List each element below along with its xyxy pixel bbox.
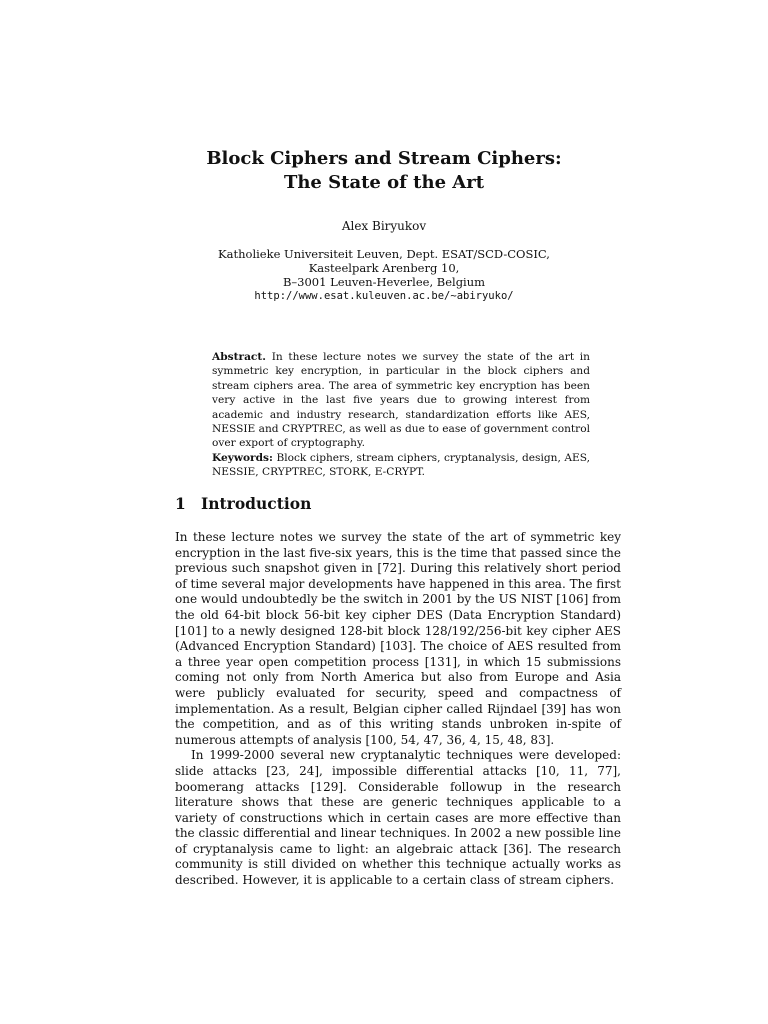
body-paragraph-2: In 1999-2000 several new cryptanalytic techniques were developed: slide attacks [23, 24], impossible differential attacks [10, 11, 77], boomerang attacks [129]. Considerable followup in the research literature shows that these are generic techniques applicable to a variety of constructions which in certain cases are more effective than the classic differential and linear techniques. In 2002 a new possible line of cryptanalysis came to light: an algebraic attack [36]. The research community is still divided on whether this technique actually works as described. However, it is applicable to a certain class of stream ciphers.	[175, 748, 621, 888]
affiliation-line-2: Kasteelpark Arenberg 10,	[308, 261, 460, 275]
affiliation-block	[0, 247, 768, 303]
body-paragraph-1: In these lecture notes we survey the state of the art of symmetric key encryption in the last five-six years, this is the time that passed since the previous such snapshot given in [72]. During this relatively short period of time several major developments have happened in this area. The first one would undoubtedly be the switch in 2001 by the US NIST [106] from the old 64-bit block 56-bit key cipher DES (Data Encryption Standard) [101] to a newly designed 128-bit block 128/192/256-bit key cipher AES (Advanced Encryption Standard) [103]. The choice of AES resulted from a three year open competition process [131], in which 15 submissions coming not only from North America but also from Europe and Asia were publicly evaluated for security, speed and compactness of implementation. As a result, Belgian cipher called Rijndael [39] has won the competition, and as of this writing stands unbroken in-spite of numerous attempts of analysis [100, 54, 47, 36, 4, 15, 48, 83].	[175, 530, 621, 747]
section-body	[175, 530, 621, 889]
affiliation-line-1: Katholieke Universiteit Leuven, Dept. ESAT/SCD-COSIC,	[218, 247, 550, 261]
author-name: Alex Biryukov	[341, 219, 427, 233]
abstract-text: In these lecture notes we survey the state of the art in symmetric key encryption, in particular in the block ciphers and stream ciphers area. The area of symmetric key encryption has been very active in the last five years due to growing interest from academic and industry research, standardization efforts like AES, NESSIE and CRYPTREC, as well as due to ease of government control over export of cryptography.	[212, 351, 590, 450]
paper-title	[0, 147, 768, 195]
affiliation-line-3: B–3001 Leuven-Heverlee, Belgium	[282, 275, 486, 289]
abstract-label: Abstract.	[212, 351, 266, 363]
author-url: http://www.esat.kuleuven.ac.be/~abiryuko/	[254, 290, 514, 302]
section-heading	[175, 494, 311, 513]
section-number: 1	[175, 494, 186, 513]
keywords-text: Block ciphers, stream ciphers, cryptanalysis, design, AES, NESSIE, CRYPTREC, STORK, E-CRYPT.	[212, 451, 590, 479]
title-line-1: Block Ciphers and Stream Ciphers:	[206, 148, 562, 169]
keywords-label: Keywords:	[212, 451, 273, 464]
section-title: Introduction	[201, 494, 312, 513]
title-line-2: The State of the Art	[283, 172, 485, 193]
abstract	[212, 350, 590, 480]
